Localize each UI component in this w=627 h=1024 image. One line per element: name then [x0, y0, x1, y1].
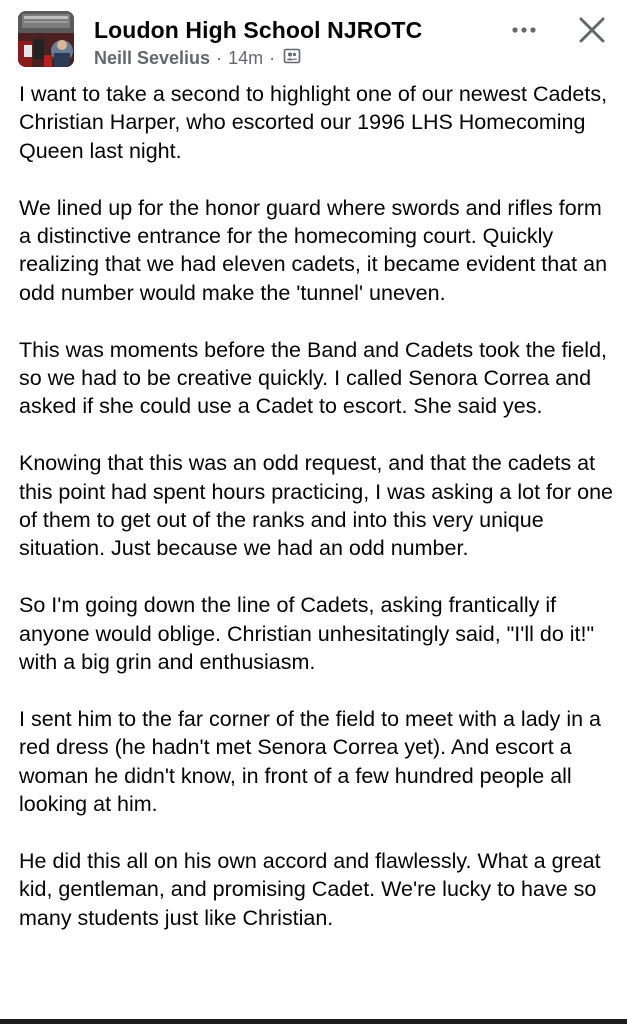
post-paragraph: We lined up for the honor guard where swords and rifles form a distinctive entrance for the homecoming court. Quickly realizing that we had eleven cadets, it became evident that an odd number would make the 'tunnel' uneven. [19, 195, 608, 305]
meta-separator: · [269, 48, 276, 68]
group-avatar-image [18, 11, 74, 67]
post-paragraph: He did this all on his own accord and flawlessly. What a great kid, gentleman, and promising Cadet. We're lucky to have so many students just like Christian. [19, 848, 601, 930]
close-icon [574, 12, 610, 48]
group-name[interactable]: Loudon High School NJROTC [94, 17, 423, 43]
post-paragraph: I sent him to the far corner of the field to meet with a lady in a red dress (he hadn't met Senora Correa yet). And escort a woman he didn't know, in front of a few hundred people all looking at him. [19, 706, 601, 817]
close-button[interactable] [574, 12, 610, 48]
group-audience-icon [283, 47, 301, 70]
author-name[interactable]: Neill Sevelius [94, 48, 211, 68]
post-meta [94, 47, 301, 70]
post-paragraph: So I'm going down the line of Cadets, asking frantically if anyone would oblige. Christian unhesitatingly said, "I'll do it!" with a big grin and enthusiasm. [19, 593, 595, 675]
bottom-divider [0, 1019, 627, 1024]
post-header [0, 0, 627, 76]
post-paragraph: I want to take a second to highlight one of our newest Cadets, Christian Harper, who escorted our 1996 LHS Homecoming Queen last night. [19, 82, 608, 163]
post-paragraph: Knowing that this was an odd request, and that the cadets at this point had spent hours practicing, I was asking a lot for one of them to get out of the ranks and into this very unique situation. Just because we had an odd number. [19, 451, 613, 561]
post-time[interactable]: 14m [228, 48, 264, 68]
group-avatar[interactable] [18, 11, 74, 67]
more-options-icon [504, 14, 544, 46]
meta-separator: · [216, 48, 223, 68]
post-paragraph: This was moments before the Band and Cadets took the field, so we had to be creative quickly. I called Senora Correa and asked if she could use a Cadet to escort. She said yes. [19, 337, 607, 419]
post-body [19, 80, 619, 960]
more-options-button[interactable] [504, 14, 544, 46]
